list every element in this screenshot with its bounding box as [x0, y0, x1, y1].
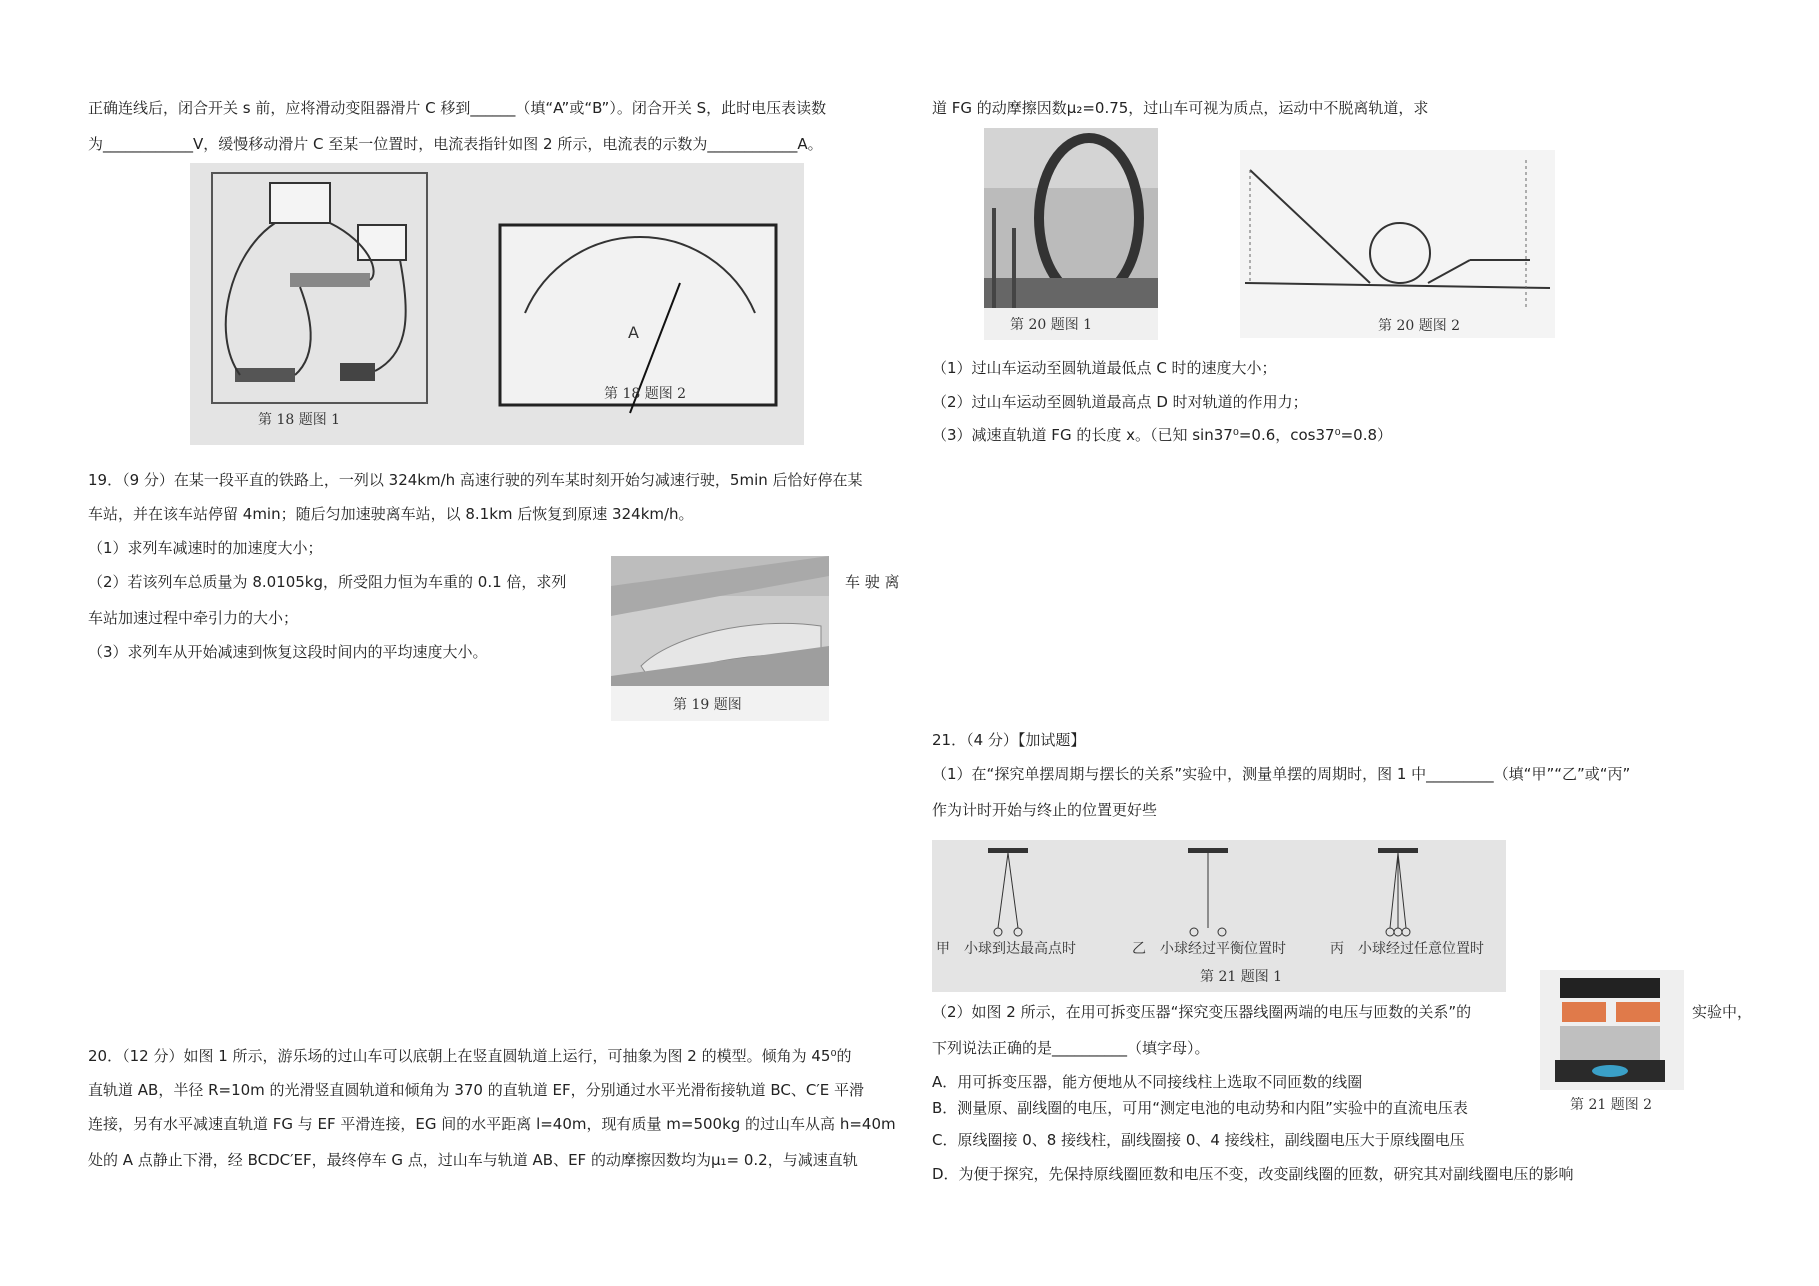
pendulum-yi-label: 乙 小球经过平衡位置时	[1132, 941, 1286, 957]
figure-19	[611, 556, 829, 721]
figure-19-caption: 第 19 题图	[673, 697, 742, 713]
figure-20-1	[984, 128, 1158, 340]
q20-text-line-4: 处的 A 点静止下滑，经 BCDC′EF，最终停车 G 点，过山车与轨道 AB、EF 的动摩擦因数均为μ₁= 0.2，与减速直轨	[88, 1151, 858, 1169]
q20-text-line-3: 连接，另有水平减速直轨道 FG 与 EF 平滑连接，EG 间的水平距离 l=40m，现有质量 m=500kg 的过山车从高 h=40m	[88, 1115, 896, 1133]
figure-19-image	[611, 556, 829, 686]
q21-sub-2-line-2: 下列说法正确的是__________（填字母）。	[932, 1039, 1210, 1057]
figure-21-2-image	[1540, 970, 1684, 1090]
q21-title: 21．（4 分）【加试题】	[932, 731, 1086, 749]
q19-sub-1: （1）求列车减速时的加速度大小；	[88, 539, 323, 557]
figure-21-1-image	[932, 840, 1506, 950]
q20-text-line-2: 直轨道 AB，半径 R=10m 的光滑竖直圆轨道和倾角为 370 的直轨道 EF，分别通过水平光滑衔接轨道 BC、C′E 平滑	[88, 1081, 864, 1099]
pendulum-bing-label: 丙 小球经过任意位置时	[1330, 941, 1484, 957]
figure-20-2-caption: 第 20 题图 2	[1378, 318, 1461, 334]
q21-option-a: A．用可拆变压器，能方便地从不同接线柱上选取不同匝数的线圈	[932, 1073, 1363, 1091]
q19-sub-3: （3）求列车从开始减速到恢复这段时间内的平均速度大小。	[88, 643, 488, 661]
figure-21-1-caption: 第 21 题图 1	[1200, 969, 1283, 985]
figure-18	[190, 163, 804, 445]
figure-20-2	[1240, 150, 1555, 338]
q18-text-line-1: 正确连线后，闭合开关 s 前，应将滑动变阻器滑片 C 移到______（填“A”或“B”）。闭合开关 S，此时电压表读数	[88, 99, 827, 117]
figure-18-2-caption: 第 18 题图 2	[604, 386, 687, 402]
q19-text-line-1: 19．（9 分）在某一段平直的铁路上，一列以 324km/h 高速行驶的列车某时刻开始匀减速行驶，5min 后恰好停在某	[88, 471, 863, 489]
q19-sub-2-line-2: 车站加速过程中牵引力的大小；	[88, 609, 299, 627]
q20-sub-1: （1）过山车运动至圆轨道最低点 C 时的速度大小；	[932, 359, 1277, 377]
figure-20-1-image	[984, 128, 1158, 308]
q21-sub-2-part-1: （2）如图 2 所示，在用可拆变压器“探究变压器线圈两端的电压与匝数的关系”的	[932, 1003, 1472, 1021]
figure-21-2-caption: 第 21 题图 2	[1570, 1097, 1653, 1113]
figure-20-1-caption: 第 20 题图 1	[1010, 317, 1093, 333]
figure-18-image	[190, 163, 804, 445]
q18-text-line-2: 为____________V，缓慢移动滑片 C 至某一位置时，电流表指针如图 2 所示，电流表的示数为____________A。	[88, 135, 823, 153]
q20-text-continued: 道 FG 的动摩擦因数μ₂=0.75，过山车可视为质点，运动中不脱离轨道，求	[932, 99, 1429, 117]
q19-sub-2-part-2: 车 驶 离	[845, 573, 900, 591]
figure-20-2-image	[1240, 150, 1555, 310]
q21-option-d: D．为便于探究，先保持原线圈匝数和电压不变，改变副线圈的匝数，研究其对副线圈电压的影响	[932, 1165, 1574, 1183]
figure-21-1	[932, 840, 1506, 992]
q21-sub-1-line-2: 作为计时开始与终止的位置更好些	[932, 801, 1158, 819]
q21-sub-2-part-2: 实验中，	[1692, 1003, 1753, 1021]
q19-text-line-2: 车站，并在该车站停留 4min；随后匀加速驶离车站，以 8.1km 后恢复到原速 324km/h。	[88, 505, 694, 523]
q19-sub-2-part-1: （2）若该列车总质量为 8.0105kg，所受阻力恒为车重的 0.1 倍，求列	[88, 573, 567, 591]
q20-sub-3: （3）减速直轨道 FG 的长度 x。（已知 sin37⁰=0.6，cos37⁰=0.8）	[932, 426, 1393, 444]
q20-text-line-1: 20．（12 分）如图 1 所示，游乐场的过山车可以底朝上在竖直圆轨道上运行，可抽象为图 2 的模型。倾角为 45⁰的	[88, 1047, 852, 1065]
ammeter-label: A	[628, 323, 639, 342]
q20-sub-2: （2）过山车运动至圆轨道最高点 D 时对轨道的作用力；	[932, 393, 1308, 411]
figure-18-1-caption: 第 18 题图 1	[258, 412, 341, 428]
pendulum-jia-label: 甲 小球到达最高点时	[936, 941, 1076, 957]
figure-21-2	[1540, 970, 1684, 1114]
q21-option-b: B．测量原、副线圈的电压，可用“测定电池的电动势和内阻”实验中的直流电压表	[932, 1099, 1468, 1117]
q21-sub-1-line-1: （1）在“探究单摆周期与摆长的关系”实验中，测量单摆的周期时，图 1 中_________（填“甲”“乙”或“丙”	[932, 765, 1631, 783]
q21-option-c: C．原线圈接 0、8 接线柱，副线圈接 0、4 接线柱，副线圈电压大于原线圈电压	[932, 1131, 1465, 1149]
